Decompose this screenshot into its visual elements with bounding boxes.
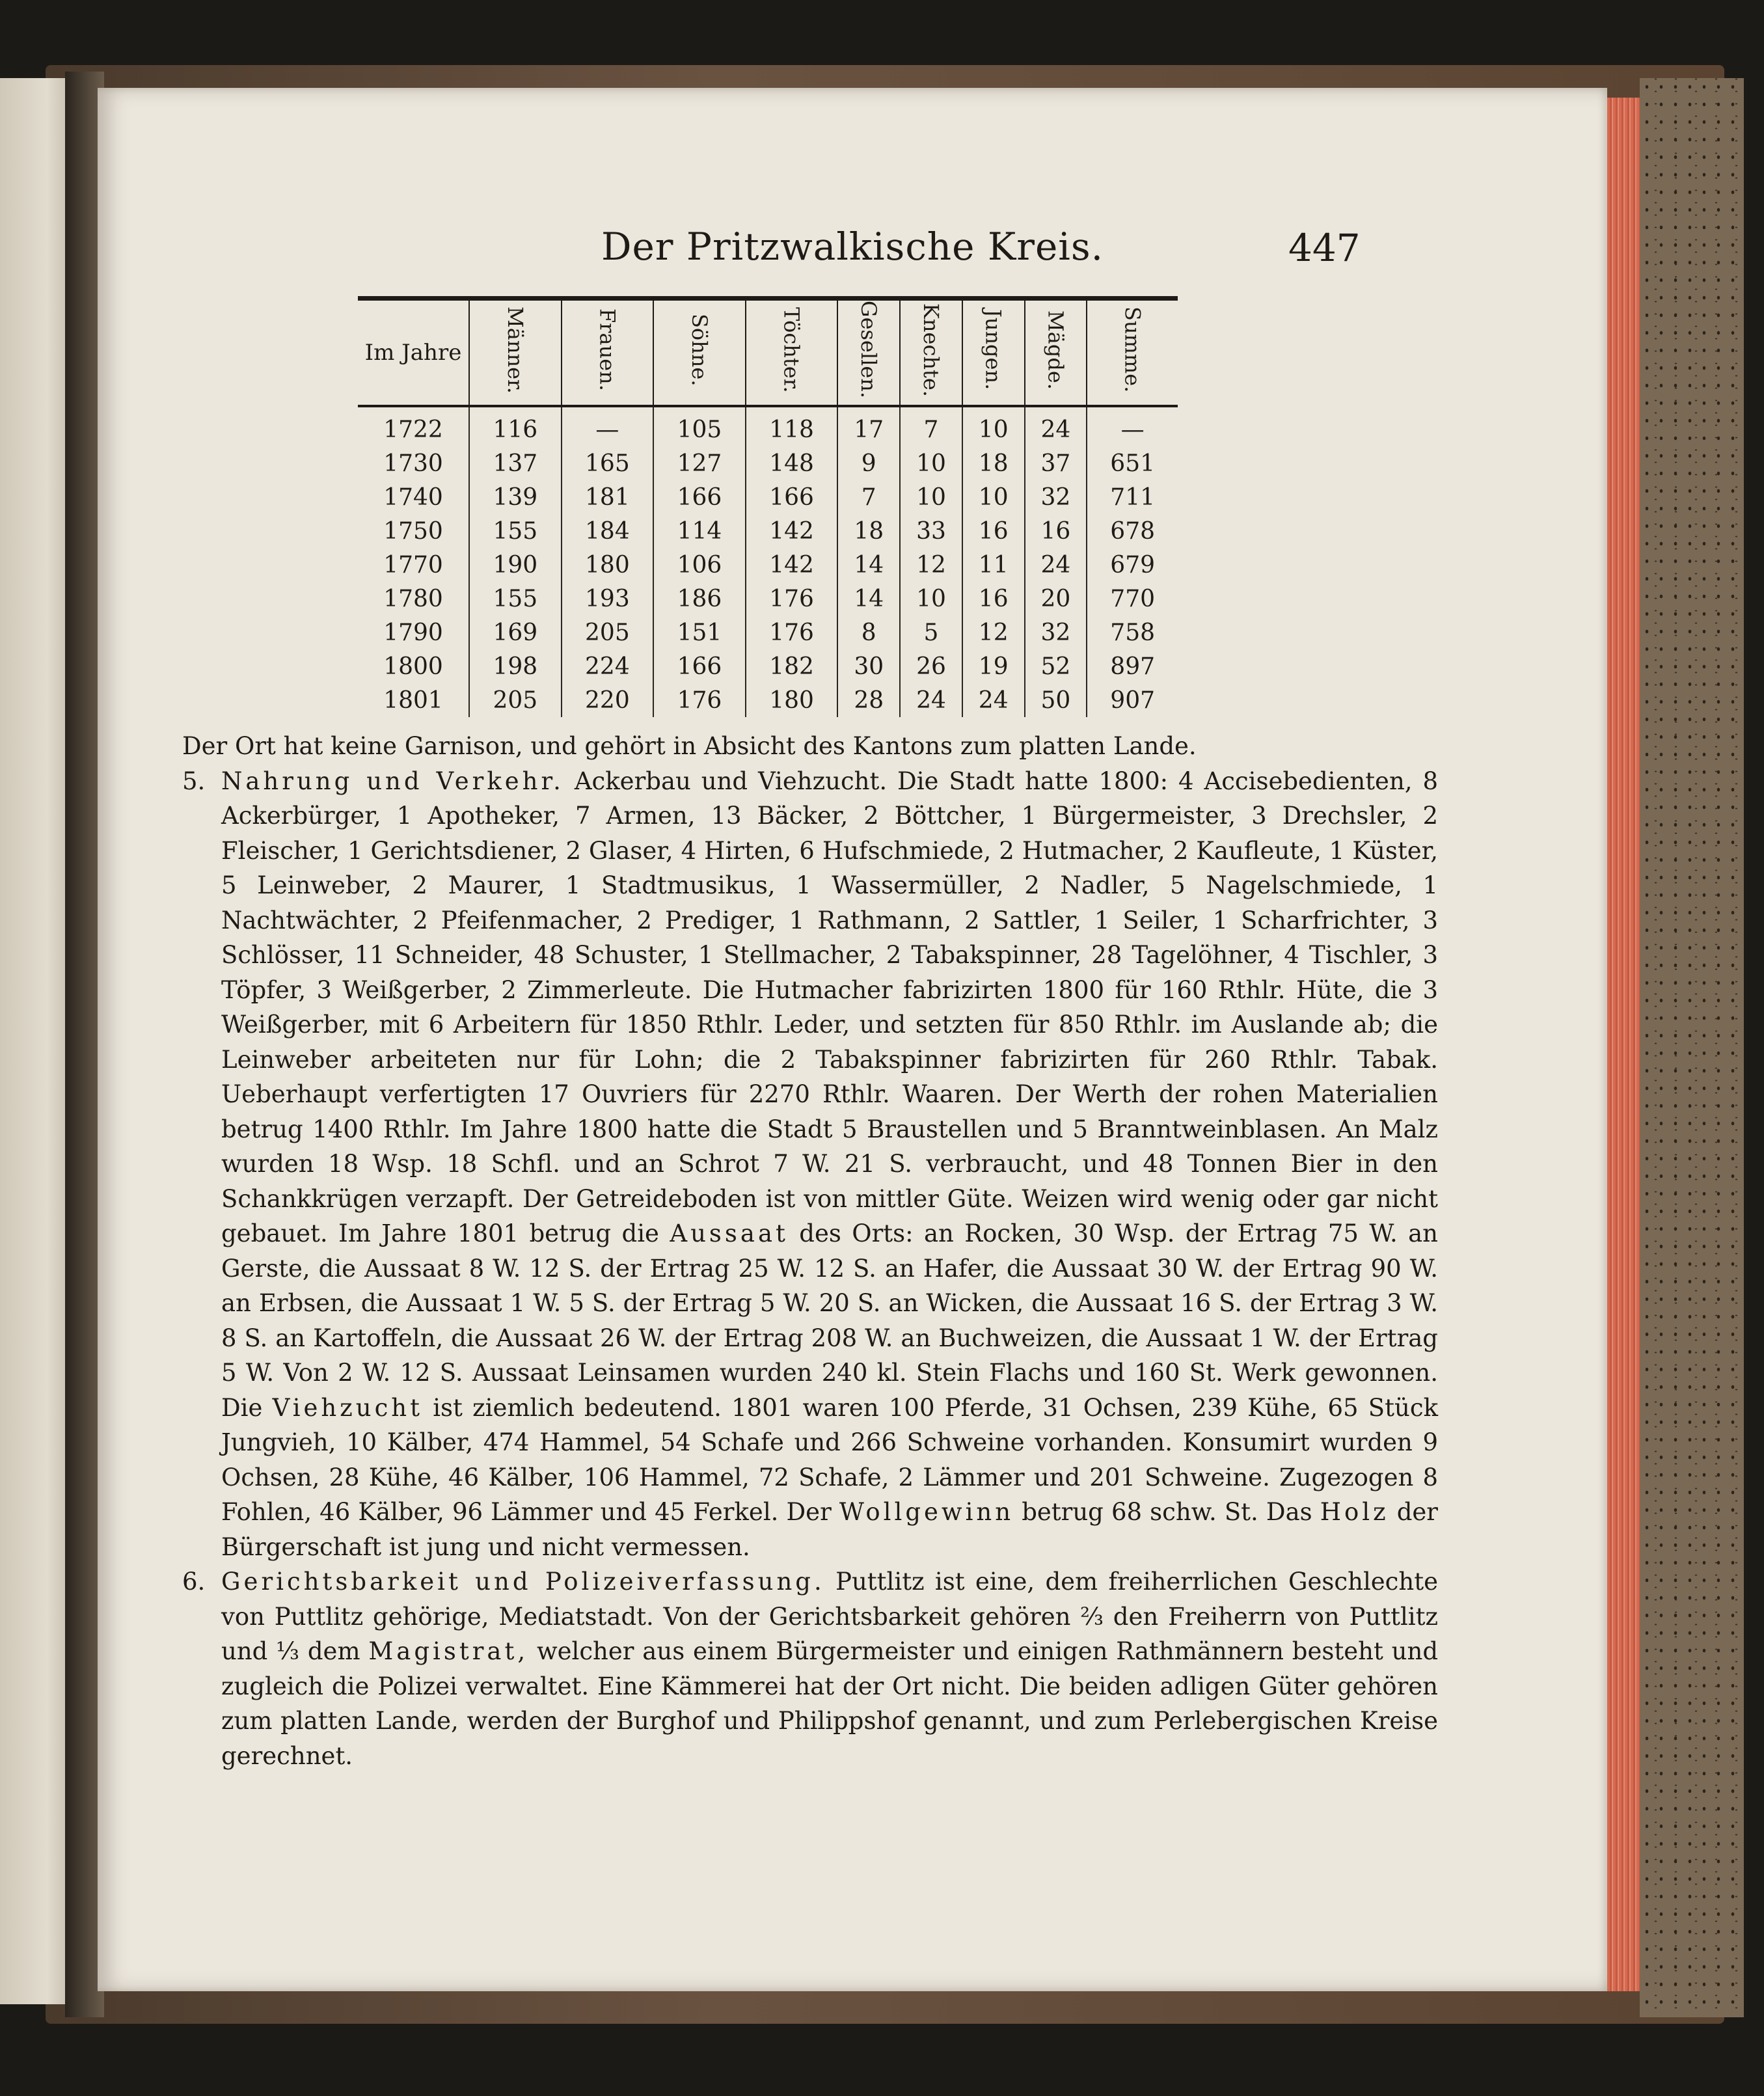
- table-cell: 1740: [383, 483, 443, 511]
- table-cell: 176: [746, 582, 838, 616]
- table-cell: 1730: [383, 450, 443, 477]
- table-cell: 155: [469, 582, 562, 616]
- table-cell: 180: [562, 548, 654, 582]
- table-cell: 32: [1025, 616, 1087, 649]
- table-cell: 224: [562, 649, 654, 683]
- table-cell: 166: [653, 649, 746, 683]
- table-cell: 12: [900, 548, 962, 582]
- spaced-term: Aussaat: [670, 1219, 789, 1247]
- table-cell: 1780: [383, 585, 443, 612]
- table-cell: 37: [1025, 446, 1087, 480]
- table-cell: 190: [469, 548, 562, 582]
- book-page: [98, 88, 1607, 1991]
- table-cell: 114: [653, 514, 746, 548]
- table-cell: 33: [900, 514, 962, 548]
- table-cell: 10: [962, 406, 1025, 446]
- table-cell: 184: [562, 514, 654, 548]
- section-6: [182, 1564, 1438, 1773]
- table-cell: 17: [837, 406, 900, 446]
- table-cell: 193: [562, 582, 654, 616]
- section-heading: Nahrung und Verkehr.: [221, 767, 564, 795]
- table-cell: 758: [1087, 616, 1178, 649]
- table-cell: 205: [562, 616, 654, 649]
- column-header-label: Summe.: [1120, 306, 1145, 393]
- table-cell: 24: [962, 683, 1025, 717]
- table-row: [358, 514, 1178, 548]
- table-cell: 180: [746, 683, 838, 717]
- table-cell: 198: [469, 649, 562, 683]
- table-cell: 5: [900, 616, 962, 649]
- page-body: [182, 729, 1438, 1773]
- paragraph-text: Puttlitz ist eine, dem freiherrlichen Geschlechte von Puttlitz gehörige, Mediatstadt. Von der Gerichtsbarkeit gehören ⅔ den Freiherrn von Puttlitz und ⅓ dem: [221, 1568, 1438, 1665]
- table-cell: 7: [837, 480, 900, 514]
- table-cell: 907: [1087, 683, 1178, 717]
- table-row: [358, 649, 1178, 683]
- table-cell: 1750: [383, 517, 443, 545]
- table-cell: 651: [1087, 446, 1178, 480]
- table-cell: 1770: [383, 551, 443, 578]
- table-cell: 1800: [383, 653, 443, 680]
- table-cell: 18: [962, 446, 1025, 480]
- table-cell: —: [562, 406, 654, 446]
- table-cell: 897: [1087, 649, 1178, 683]
- table-cell: 30: [837, 649, 900, 683]
- table-cell: 8: [837, 616, 900, 649]
- table-cell: 169: [469, 616, 562, 649]
- garrison-paragraph: Der Ort hat keine Garnison, und gehört in Absicht des Kantons zum platten Lande.: [182, 732, 1197, 760]
- page-header: [98, 225, 1607, 283]
- paragraph-text: Ackerbau und Viehzucht. Die Stadt hatte 1800: 4 Accisebedienten, 8 Ackerbürger, 1 Apotheker, 7 Armen, 13 Bäcker, 2 Böttcher, 1 Bürgermeister, 3 Drechsler, 2 Fleischer, 1 Gerichtsdiener, 2 Glaser, 4 Hirten, 6 Hufschmiede, 2 Hutmacher, 2 Kaufleute, 1 Küster, 5 Leinweber, 2 Maurer, 1 Stadtmusikus, 1 Wassermüller, 2 Nadler, 5 Nagelschmiede, 1 Nachtwächter, 2 Pfeifenmacher, 2 Prediger, 1 Rathmann, 2 Sattler, 1 Seiler, 1 Scharfrichter, 3 Schlösser, 11 Schneider, 48 Schuster, 1 Stellmacher, 2 Tabakspinner, 28 Tagelöhner, 4 Tischler, 3 Töpfer, 3 Weißgerber, 2 Zimmerleute. Die Hutmacher fabrizirten 1800 für 160 Rthlr. Hüte, die 3 Weißgerber, mit 6 Arbeitern für 1850 Rthlr. Leder, und setzten für 850 Rthlr. im Auslande ab; die Leinweber arbeiteten nur für Lohn; die 2 Tabakspinner fabrizirten für 260 Rthlr. Tabak. Ueberhaupt verfertigten 17 Ouvriers für 2270 Rthlr. Waaren. Der Werth der rohen Materialien betrug 1400 Rthlr. Im Jahre 1800 hatte die Stadt 5 Braustellen und 5 Branntweinblasen. An Malz wurden 18 Wsp. 18 Schfl. und an Schrot 7 W. 21 S. verbraucht, und 48 Tonnen Bier in den Schankkrügen verzapft. Der Getreideboden ist von mittler Güte. Weizen wird wenig oder gar nicht gebauet. Im Jahre 1801 betrug die: [221, 767, 1438, 1247]
- column-header: [746, 299, 838, 407]
- table-cell: 1722: [383, 416, 443, 443]
- table-cell: 148: [746, 446, 838, 480]
- section-number: 6.: [182, 1568, 206, 1596]
- table-cell: 186: [653, 582, 746, 616]
- table-cell: 151: [653, 616, 746, 649]
- column-header: [469, 299, 562, 407]
- table-cell: 20: [1025, 582, 1087, 616]
- page-number: 447: [1288, 226, 1361, 270]
- spaced-term: Magistrat,: [368, 1637, 529, 1665]
- column-header-label: Frauen.: [595, 308, 620, 391]
- table-cell: 116: [469, 406, 562, 446]
- table-cell: 679: [1087, 548, 1178, 582]
- spaced-term: Viehzucht: [272, 1393, 423, 1422]
- table-cell: 7: [900, 406, 962, 446]
- paragraph-text: welcher aus einem Bürgermeister und einigen Rathmännern besteht und zugleich die Polizei verwaltet. Eine Kämmerei hat der Ort nicht. Die beiden adligen Güter gehören zum platten Lande, werden der Burghof und Philippshof genannt, und zum Perlebergischen Kreise gerechnet.: [221, 1637, 1439, 1770]
- table-cell: 10: [900, 480, 962, 514]
- table-cell: 181: [562, 480, 654, 514]
- paragraph-text: der Bürgerschaft ist jung und nicht vermessen.: [221, 1498, 1438, 1561]
- table-cell: 105: [653, 406, 746, 446]
- column-header-label: Jungen.: [981, 309, 1006, 390]
- table-cell: 106: [653, 548, 746, 582]
- table-cell: 142: [746, 514, 838, 548]
- table-cell: 9: [837, 446, 900, 480]
- column-header: [1025, 299, 1087, 407]
- table-row: [358, 616, 1178, 649]
- table-cell: 139: [469, 480, 562, 514]
- table-cell: 28: [837, 683, 900, 717]
- table-cell: 176: [746, 616, 838, 649]
- table-cell: 24: [1025, 548, 1087, 582]
- table-cell: 16: [1025, 514, 1087, 548]
- table-cell: 1801: [383, 687, 443, 714]
- section-5: [182, 764, 1438, 1565]
- table-row: [358, 548, 1178, 582]
- column-header-label: Töchter.: [779, 306, 804, 393]
- table-cell: 118: [746, 406, 838, 446]
- table-cell: 52: [1025, 649, 1087, 683]
- table-cell: 26: [900, 649, 962, 683]
- table-cell: 142: [746, 548, 838, 582]
- section-number: 5.: [182, 767, 206, 795]
- spaced-term: Wollgewinn: [839, 1498, 1014, 1526]
- column-header: [653, 299, 746, 407]
- table-cell: 16: [962, 514, 1025, 548]
- column-header: [837, 299, 900, 407]
- table-cell: 10: [900, 446, 962, 480]
- table-row: [358, 446, 1178, 480]
- paragraph-text: des Orts: an Rocken, 30 Wsp. der Ertrag 75 W. an Gerste, die Aussaat 8 W. 12 S. der Ertrag 25 W. 12 S. an Hafer, die Aussaat 30 W. der Ertrag 90 W. an Erbsen, die Aussaat 1 W. 5 S. der Ertrag 5 W. 20 S. an Wicken, die Aussaat 16 S. der Ertrag 3 W. 8 S. an Kartoffeln, die Aussaat 26 W. der Ertrag 208 W. an Buchweizen, die Aussaat 1 W. der Ertrag 5 W. Von 2 W. 12 S. Aussaat Leinsamen wurden 240 kl. Stein Flachs und 160 St. Werk gewonnen. Die: [221, 1219, 1438, 1422]
- column-header: [900, 299, 962, 407]
- table-cell: 10: [962, 480, 1025, 514]
- column-header: [562, 299, 654, 407]
- section-heading: Gerichtsbarkeit und Polizeiverfassung.: [221, 1568, 825, 1596]
- table-cell: 711: [1087, 480, 1178, 514]
- table-cell: 11: [962, 548, 1025, 582]
- table-cell: 32: [1025, 480, 1087, 514]
- table-cell: 24: [900, 683, 962, 717]
- table-cell: 155: [469, 514, 562, 548]
- table-cell: 12: [962, 616, 1025, 649]
- table-cell: 19: [962, 649, 1025, 683]
- table-cell: 770: [1087, 582, 1178, 616]
- table-body: [358, 406, 1178, 717]
- column-header-label: Mägde.: [1043, 310, 1068, 390]
- page-title: Der Pritzwalkische Kreis.: [601, 225, 1104, 269]
- table-header-row: [358, 299, 1178, 407]
- table-cell: 205: [469, 683, 562, 717]
- table-cell: 127: [653, 446, 746, 480]
- table-cell: 220: [562, 683, 654, 717]
- column-header: [962, 299, 1025, 407]
- table-cell: 14: [837, 548, 900, 582]
- table-cell: 182: [746, 649, 838, 683]
- table-cell: —: [1087, 406, 1178, 446]
- page-edges: [1607, 98, 1640, 1991]
- table-cell: 16: [962, 582, 1025, 616]
- table-row: [358, 480, 1178, 514]
- column-header-label: Söhne.: [686, 313, 712, 387]
- book-cover-texture: [1640, 78, 1744, 2017]
- table-cell: 166: [746, 480, 838, 514]
- table-cell: 14: [837, 582, 900, 616]
- table-cell: 176: [653, 683, 746, 717]
- table-cell: 137: [469, 446, 562, 480]
- column-header-label: Gesellen.: [856, 301, 882, 399]
- table-cell: 166: [653, 480, 746, 514]
- paragraph-text: ist ziemlich bedeutend. 1801 waren 100 Pferde, 31 Ochsen, 239 Kühe, 65 Stück Jungvieh, 10 Kälber, 474 Hammel, 54 Schafe und 266 Schweine vorhanden. Konsumirt wurden 9 Ochsen, 28 Kühe, 46 Kälber, 106 Hammel, 72 Schafe, 2 Lämmer und 201 Schweine. Zugezogen 8 Fohlen, 46 Kälber, 96 Lämmer und 45 Ferkel. Der: [221, 1393, 1438, 1526]
- table-row: [358, 683, 1178, 717]
- table-cell: 1790: [383, 619, 443, 646]
- table-cell: 678: [1087, 514, 1178, 548]
- table-row: [358, 406, 1178, 446]
- table-cell: 50: [1025, 683, 1087, 717]
- column-header-year: Im Jahre: [358, 299, 469, 407]
- table-cell: 24: [1025, 406, 1087, 446]
- section-5-paragraph: [221, 764, 1438, 1565]
- population-table-wrap: [358, 296, 1178, 717]
- paragraph-text: betrug 68 schw. St. Das: [1022, 1498, 1312, 1526]
- column-header-label: Knechte.: [918, 303, 943, 397]
- table-cell: 10: [900, 582, 962, 616]
- table-row: [358, 582, 1178, 616]
- spaced-term: Holz: [1320, 1498, 1389, 1526]
- column-header-label: Männer.: [502, 306, 528, 394]
- table-cell: 165: [562, 446, 654, 480]
- section-6-paragraph: [221, 1564, 1438, 1773]
- population-table: [358, 296, 1178, 717]
- table-cell: 18: [837, 514, 900, 548]
- column-header: [1087, 299, 1178, 407]
